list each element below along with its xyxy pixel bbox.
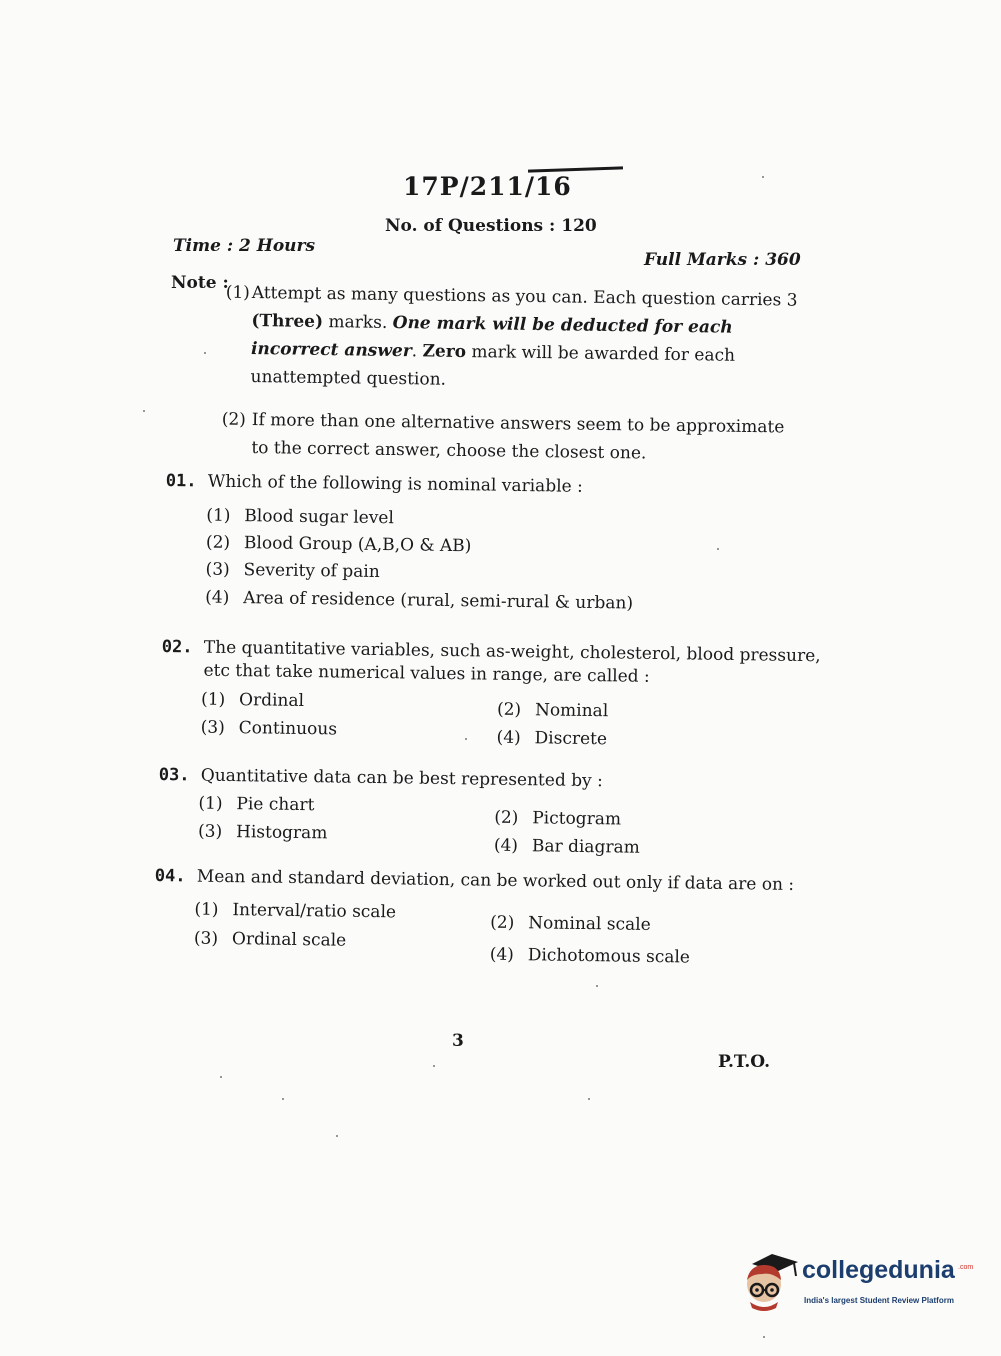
question-number: 01. [165,471,197,492]
mascot-icon [742,1250,800,1314]
option-number: (2) [496,699,522,721]
question-text: Quantitative data can be best represented by : [200,765,603,792]
option-number: (4) [493,835,519,857]
option-1 [201,690,304,711]
option-text: Pictogram [532,808,622,830]
option-text: Histogram [235,822,328,844]
option-number: (1) [198,793,223,814]
page-number: 3 [452,1031,464,1051]
option-text: Pie chart [236,794,315,816]
option-1 [194,900,396,923]
option-4 [490,945,690,968]
please-turn-over: P.T.O. [718,1052,770,1072]
option-3 [201,718,338,740]
option-number: (2) [490,912,515,934]
full-marks: Full Marks : 360 [644,250,801,270]
scan-speck [763,1336,765,1338]
scan-speck [596,985,598,987]
option-number: (4) [205,587,230,608]
option-2 [497,700,608,722]
note-item-1-number: (1) [225,282,251,303]
note-item-1-text-e: . [411,341,423,362]
note-item-1 [225,279,800,399]
option-text: Severity of pain [243,560,380,582]
option-text: Nominal scale [528,913,651,935]
note-item-2-text: If more than one alternative answers seem to be approximate to the correct answer, choose the closest one. [251,409,785,464]
scan-speck [588,1098,590,1100]
option-number: (1) [200,689,226,710]
question-03 [158,765,799,869]
option-4 [494,836,640,858]
note-item-1-text-c: marks. [322,311,393,333]
question-01 [164,471,806,630]
scan-speck [282,1098,284,1100]
option-1 [206,506,394,529]
option-3 [194,929,346,951]
scan-speck [433,1065,435,1067]
question-text: Mean and standard deviation, can be worked out only if data are on : [196,866,795,895]
option-text: Interval/ratio scale [232,900,397,923]
option-number: (4) [496,727,521,749]
collegedunia-watermark [742,1250,972,1320]
question-text-line-2: etc that take numerical values in range, are called : [203,660,650,687]
note-item-1-zero: Zero [422,341,467,362]
note-item-1-text-g: mark will be awarded for each unattempted question. [250,341,736,390]
note-item-2-number: (2) [221,409,247,430]
option-text: Ordinal [238,690,305,711]
question-number: 04. [154,866,186,887]
scan-speck [204,352,206,354]
option-number: (3) [205,559,230,580]
paper-code: 17P/211/16 [403,172,572,201]
question-number: 03. [158,765,190,786]
note-item-1-negative-marking: One mark will be deducted for each incorrect answer [250,312,733,362]
brand-tagline: India's largest Student Review Platform [804,1296,954,1305]
option-number: (3) [197,821,223,842]
option-2 [494,808,621,830]
option-number: (1) [206,505,231,526]
brand-name: collegedunia [802,1256,955,1284]
question-number: 02. [161,637,193,658]
number-of-questions: No. of Questions : 120 [385,216,597,236]
question-02 [160,637,821,761]
scan-speck [717,548,719,550]
scan-speck [762,176,764,178]
option-text: Discrete [534,728,608,750]
scan-speck [220,1076,222,1078]
option-number: (2) [494,807,519,829]
option-4 [205,588,633,614]
option-text: Area of residence (rural, semi-rural & urban) [243,588,634,614]
option-number: (2) [205,532,231,553]
option-text: Nominal [534,700,609,722]
option-number: (1) [194,899,219,920]
time-allowed: Time : 2 Hours [173,236,316,256]
option-number: (3) [193,928,219,949]
option-3 [198,822,328,844]
note-item-1-text-a: Attempt as many questions as you can. Each question carries 3 [251,282,798,311]
scan-speck [143,410,145,412]
option-text: Ordinal scale [231,929,347,951]
question-04 [154,866,795,975]
note-item-2 [221,406,800,470]
question-text: Which of the following is nominal variable : [207,471,583,497]
scan-speck [465,738,467,740]
option-number: (3) [200,717,225,738]
option-1 [198,794,314,816]
code-underline [528,166,623,172]
option-text: Blood Group (A,B,O & AB) [243,533,472,557]
note-label: Note : [171,273,229,293]
option-text: Bar diagram [531,836,640,858]
note-item-1-three: (Three) [251,310,324,332]
option-2 [206,533,472,557]
option-4 [496,728,607,750]
question-text-line-1: The quantitative variables, such as-weight, cholesterol, blood pressure, [203,637,821,667]
brand-domain: .com [958,1264,974,1271]
option-text: Dichotomous scale [527,945,691,968]
option-3 [205,560,379,582]
option-text: Blood sugar level [244,506,395,529]
option-number: (4) [489,944,515,966]
option-text: Continuous [238,718,338,740]
scan-speck [336,1135,338,1137]
option-2 [490,913,651,935]
